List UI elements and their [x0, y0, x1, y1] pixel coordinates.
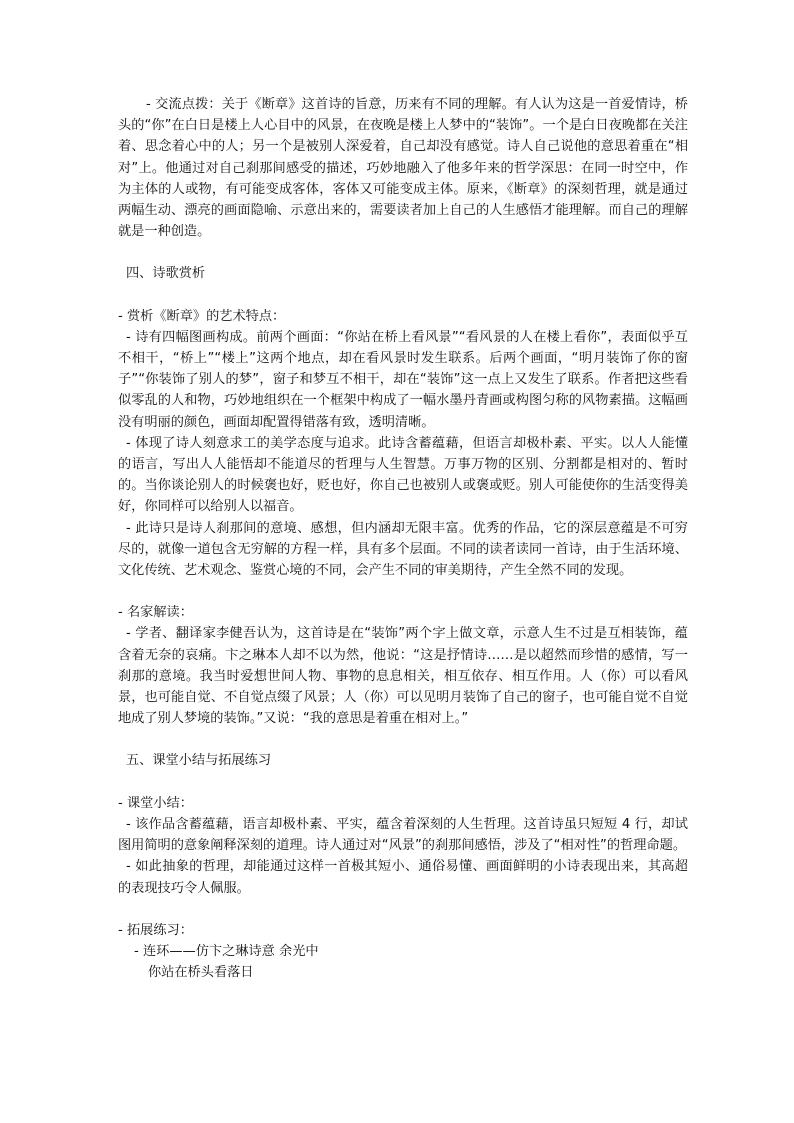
- practice-title: - 拓展练习：: [118, 922, 193, 938]
- section-5-heading: 五、课堂小结与拓展练习: [126, 753, 272, 769]
- spacer: [118, 242, 688, 263]
- summary-point-2: - 如此抽象的哲理，却能通过这样一首极其短小、通俗易懂、画面鲜明的小诗表现出来，其高超的表现技巧令人佩服。: [118, 859, 688, 896]
- practice-item: - 连环——仿卞之琳诗意 余光中: [134, 943, 319, 959]
- spacer: [118, 285, 688, 306]
- section-4-heading: 四、诗歌赏析: [126, 266, 206, 282]
- spacer: [118, 772, 688, 793]
- spacer: [118, 581, 688, 602]
- intro-paragraph: - 交流点拨：关于《断章》这首诗的旨意，历来有不同的理解。有人认为这是一首爱情诗，桥头的“你”在白日是楼上人心目中的风景，在夜晚是楼上人梦中的“装饰”。一个是白日夜晚都在关注着、思念着心中的人；另一个是被别人深爱着，自己却没有感觉。诗人自己说他的意思着重在“相对”上。他通过对自己刹那间感受的描述，巧妙地融入了他多年来的哲学深思：在同一时空中，作为主体的人或物，有可能变成客体，客体又可能变成主体。原来，《断章》的深刻哲理，就是通过两幅生动、漂亮的画面隐喻、示意出来的，需要读者加上自己的人生感悟才能理解。而自己的理解就是一种创造。: [118, 97, 688, 240]
- spacer: [118, 899, 688, 920]
- poem-line: 你站在桥头看落日: [148, 965, 254, 981]
- summary-point-1: - 该作品含蓄蕴藉，语言却极朴素、平实，蕴含着深刻的人生哲理。这首诗虽只短短 4 行，却试图用简明的意象阐释深刻的道理。诗人通过对“风景”的刹那间感悟，涉及了“相对性”的哲理命题。: [118, 816, 688, 854]
- art-point-3: - 此诗只是诗人刹那间的意境、感想，但内涵却无限丰富。优秀的作品，它的深层意蕴是不可穷尽的，就像一道包含无穷解的方程一样，具有多个层面。不同的读者读同一首诗，由于生活环境、文化传统、艺术观念、鉴赏心境的不同，会产生不同的审美期待，产生全然不同的发现。: [118, 520, 688, 579]
- art-features-title: - 赏析《断章》的艺术特点：: [118, 308, 286, 324]
- expert-text: - 学者、翻译家李健吾认为，这首诗是在“装饰”两个字上做文章，示意人生不过是互相装饰，蕴含着无奈的哀痛。卞之琳本人却不以为然，他说：“这是抒情诗……是以超然而珍惜的感情，写一刹那的意境。我当时爱想世间人物、事物的息息相关，相互依存、相互作用。人（你）可以看风景，也可能自觉、不自觉点缀了风景；人（你）可以见明月装饰了自己的窗子，也可能自觉不自觉地成了别人梦境的装饰。”又说：“我的意思是着重在相对上。”: [118, 626, 688, 727]
- art-point-2: - 体现了诗人刻意求工的美学态度与追求。此诗含蓄蕴藉，但语言却极朴素、平实。以人人能懂的语言，写出人人能悟却不能道尽的哲理与人生智慧。万事万物的区别、分割都是相对的、暂时的。当你谈论别人的时候褒也好，贬也好，你自己也被别人或褒或贬。别人可能使你的生活变得美好，你同样可以给别人以福音。: [118, 435, 688, 515]
- art-point-1: - 诗有四幅图画构成。前两个画面：“你站在桥上看风景”“看风景的人在楼上看你”，表面似乎互不相干，“桥上”“楼上”这两个地点，却在看风景时发生联系。后两个画面，“明月装饰了你的窗子”“你装饰了别人的梦”，窗子和梦互不相干，却在“装饰”这一点上又发生了联系。作者把这些看似零乱的人和物，巧妙地组织在一个框架中构成了一幅水墨丹青画或构图匀称的风物素描。这幅画没有明丽的颜色，画面却配置得错落有致，透明清晰。: [118, 329, 688, 430]
- spacer: [118, 729, 688, 750]
- document-page: [118, 94, 688, 983]
- summary-title: - 课堂小结：: [118, 795, 193, 811]
- expert-title: - 名家解读：: [118, 605, 193, 621]
